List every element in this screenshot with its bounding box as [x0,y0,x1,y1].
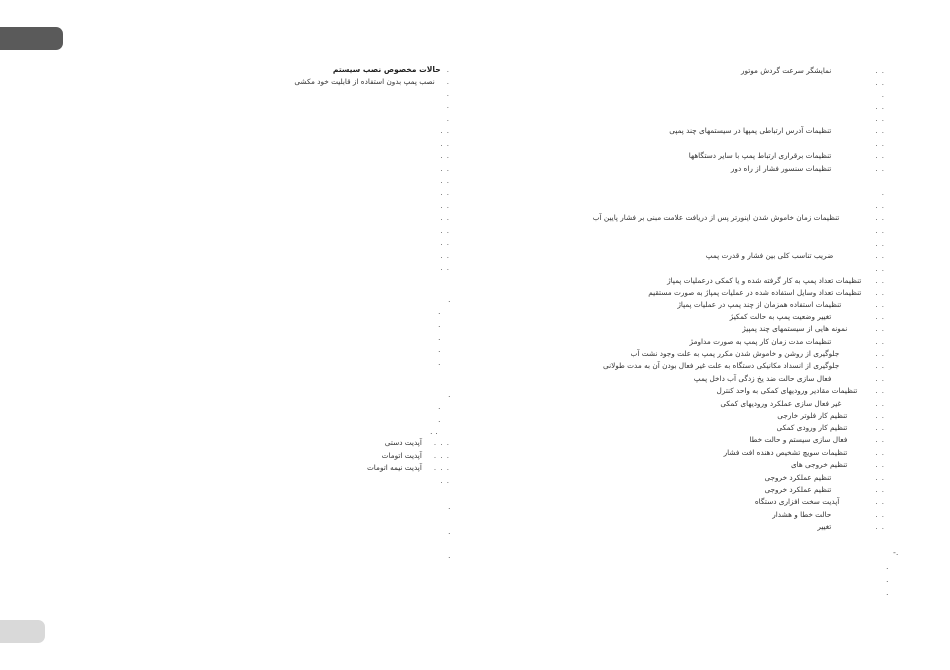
toc-right-entry[interactable] [730,312,885,322]
toc-right-entry-number: . . [875,362,885,370]
toc-left-entry-number: . . [440,152,450,160]
toc-dot: . [886,575,889,584]
toc-right-entry-title: تنظیمات تعداد وسایل استفاده شده در عملیات پمپاژ به صورت مستقیم [648,288,862,297]
toc-left-entry[interactable] [440,201,450,211]
toc-right-entry-number: . . [875,202,885,210]
toc-dot: . [438,402,441,411]
toc-right-entry[interactable] [717,386,885,396]
toc-right-entry[interactable] [764,473,885,483]
toc-right-entry[interactable] [817,522,885,532]
toc-right-entry[interactable] [593,213,885,223]
toc-left-entry-title: آپدیت نیمه اتومات [366,463,422,472]
toc-dot: . [448,502,451,511]
toc-right-entry[interactable] [689,151,885,161]
toc-left-entry[interactable] [294,77,450,87]
toc-right-entry-title: تنظیمات سنسور فشار از راه دور [730,164,832,173]
toc-right-entry-number: . . [875,474,885,482]
toc-right-entry[interactable] [720,399,885,409]
toc-left-entry-number: . . [440,127,450,135]
toc-right-entry[interactable] [777,423,885,433]
toc-right-entry-number: . . [875,277,885,285]
toc-right-entry-number: . . [875,523,885,531]
toc-right-entry-number: . . [875,498,885,506]
toc-right-entry[interactable] [741,66,885,76]
toc-left-entry[interactable] [367,463,450,473]
toc-right-entry-number: . . [875,115,885,123]
toc-left-entry[interactable] [440,164,450,174]
toc-dot: . [438,358,441,367]
toc-right-entry[interactable] [690,337,885,347]
toc-right-entry[interactable] [677,300,885,310]
toc-dot: . [438,415,441,424]
toc-left-entry-number: . [446,90,450,98]
toc-right-entry[interactable] [875,114,885,124]
toc-left-entry-title: آپدیت دستی [384,438,422,447]
toc-right-entry[interactable] [882,188,885,198]
toc-dot: . [448,390,451,399]
toc-left-entry-number: . [446,115,450,123]
toc-right-entry-title: تنظیمات برقراری ارتباط پمپ با سایر دستگاهها [688,151,832,160]
toc-left-entry-number: . . [440,214,450,222]
toc-right-entry-number: . . [875,412,885,420]
toc-left-entry[interactable] [440,176,450,186]
toc-left-entry[interactable] [440,263,450,273]
toc-right-entry-number: . . [875,240,885,248]
toc-right-entry-number: . . [875,165,885,173]
toc-right-entry-title: فعال سازی سیستم و حالت خطا [749,435,848,444]
toc-left-entry[interactable] [447,89,450,99]
toc-right-entry-number: . . [875,152,885,160]
toc-right-entry-title: تنظیمات آدرس ارتباطی پمپها در سیستمهای چند پمپی [669,126,832,135]
toc-left-entry[interactable] [440,476,450,486]
toc-right-entry-title: غیر فعال سازی عملکرد ورودیهای کمکی [720,399,842,408]
toc-dot: . [886,562,889,571]
toc-dot: . [448,295,451,304]
toc-right-entry[interactable] [755,497,885,507]
toc-right-entry-title: تغییر [817,522,832,531]
toc-right-entry-number: . . [875,140,885,148]
toc-left-entry-number: . [446,66,450,74]
toc-right-entry[interactable] [742,324,885,334]
toc-left-entry-number: . . . [433,452,450,460]
toc-right-entry-title: تنظیم خروجی های [790,460,848,469]
toc-right-entry-number: . [881,189,885,197]
toc-right-entry-number: . . [875,387,885,395]
toc-right-entry[interactable] [764,485,885,495]
toc-right-entry-number: . . [875,486,885,494]
toc-right-entry-number: . . [875,350,885,358]
toc-left-entry-number: . . . [433,439,450,447]
toc-left-entry-number: . . [440,227,450,235]
toc-right-entry-number: . . [875,289,885,297]
toc-left-entry[interactable] [440,251,450,261]
toc-right-entry-title: نمونه هایی از سیستمهای چند پمپیژ [742,324,848,333]
toc-dot: . [438,345,441,354]
toc-right-entry-number: . . [875,214,885,222]
toc-left-entry-number: . . [440,477,450,485]
toc-left-entry-number: . . [440,177,450,185]
toc-dot: . . [430,427,438,436]
toc-left-entry[interactable] [440,238,450,248]
toc-right-entry-title: تنظیمات سویچ تشخیص دهنده افت فشار [723,448,848,457]
toc-right-entry-title: جلوگیری از انسداد مکانیکی دستگاه به علت غیر فعال بودن آن به مدت طولانی [603,361,840,370]
toc-right-entry-number: . . [875,424,885,432]
toc-right-entry-number: . . [875,511,885,519]
toc-right-entry-title: تنظیمات تعداد پمپ به کار گرفته شده و یا کمکی درعملیات پمپاژ [667,276,862,285]
toc-right-entry[interactable] [882,90,885,100]
toc-dot: . [448,551,451,560]
toc-left-entry-number: . [446,78,450,86]
toc-left-entry[interactable] [440,226,450,236]
toc-right-entry-number: . . [875,325,885,333]
toc-right-entry[interactable] [875,201,885,211]
toc-left-entry-number: . . [440,140,450,148]
toc-right-entry[interactable] [669,126,885,136]
toc-left-entry-title: نصب پمپ بدون استفاده از قابلیت خود مکشی [294,77,435,86]
toc-right-entry-title: آپدیت سخت افزاری دستگاه [754,497,840,506]
top-page-tab [0,27,63,50]
toc-right-entry[interactable] [777,411,885,421]
toc-right-entry-number: . . [875,252,885,260]
toc-left-entry[interactable] [447,114,450,124]
toc-right-entry[interactable] [631,349,885,359]
toc-left-entry[interactable] [385,438,450,448]
toc-left-entry-number: . [446,102,450,110]
toc-right-entry-title: تنظیمات زمان خاموش شدن اینورتر پس از دریافت علامت مبنی بر فشار پایین آب [592,213,840,222]
toc-right-entry[interactable] [791,460,885,470]
toc-right-entry[interactable] [772,510,885,520]
toc-right-entry-number: . . [875,301,885,309]
toc-right-entry[interactable] [875,78,885,88]
toc-left-entry-number: . . [440,239,450,247]
toc-left-entry[interactable] [440,151,450,161]
toc-right-entry-title: تنظیم کار فلوتر خارجی [777,411,848,420]
toc-left-entry[interactable] [447,101,450,111]
toc-dot: . [886,588,889,597]
toc-right-entry[interactable] [875,226,885,236]
toc-left-entry-number: . . [440,165,450,173]
toc-right-entry-title: تنظیم کار ورودی کمکی [776,423,848,432]
toc-dot: . [438,307,441,316]
toc-left-entry[interactable] [333,65,450,75]
toc-right-entry-number: . . [875,400,885,408]
toc-left-entry-number: . . [440,264,450,272]
toc-right-entry-title: جلوگیری از روشن و خاموش شدن مکرر پمپ به علت وجود نشت آب [630,349,840,358]
toc-right-entry-title: نمایشگر سرعت گردش موتور [740,66,832,75]
toc-right-entry[interactable] [731,164,885,174]
toc-right-entry-number: . . [875,227,885,235]
toc-left-entry[interactable] [382,451,450,461]
toc-right-entry[interactable] [749,435,885,445]
toc-right-entry[interactable] [875,239,885,249]
toc-right-entry-title: حالت خطا و هشدار [772,510,832,519]
toc-right-entry-number: . . [875,67,885,75]
toc-right-entry-title: تنظیم عملکرد خروجی [764,473,832,482]
toc-right-entry-title: تنظیمات مدت زمان کار پمپ به صورت مداومژ [689,337,832,346]
toc-right-entry-number: . . [875,313,885,321]
toc-left-entry-number: . . [440,202,450,210]
toc-right-entry[interactable] [603,361,885,371]
toc-left-entry-number: . . [440,189,450,197]
toc-right-entry-title: تنظیمات مقادیر ورودیهای کمکی به واحد کنترل [716,386,858,395]
toc-right-entry-title: تغییر وضعیت پمپ به حالت کمکیژ [729,312,832,321]
toc-dot: . [438,333,441,342]
toc-right-entry-number: . . [875,461,885,469]
toc-right-entry[interactable] [667,276,885,286]
toc-right-entry[interactable] [875,139,885,149]
toc-left-entry[interactable] [440,213,450,223]
toc-right-entry-number: . . [875,436,885,444]
toc-right-entry[interactable] [694,374,885,384]
toc-right-entry-number: . . [875,127,885,135]
toc-left-entry-title: حالات مخصوص نصب سیستم [332,65,441,74]
toc-right-entry-number: . . [875,103,885,111]
toc-right-entry[interactable] [706,251,885,261]
toc-dot: . [448,527,451,536]
toc-left-entry[interactable] [440,139,450,149]
bottom-page-tab [0,620,45,643]
toc-right-entry-title: تنظیمات استفاده همزمان از چند پمپ در عملیات پمپاژ [677,300,842,309]
toc-left-entry-number: . . [440,252,450,260]
toc-right-entry[interactable] [724,448,885,458]
toc-right-entry[interactable] [648,288,885,298]
toc-right-entry-number: . . [875,449,885,457]
toc-right-entry-number: . . [875,375,885,383]
toc-right-entry-number: . . [875,79,885,87]
toc-left-entry-title: آپدیت اتومات [381,451,422,460]
toc-left-entry-number: . . . [433,464,450,472]
toc-left-entry[interactable] [440,126,450,136]
toc-dot: -. [893,548,899,557]
toc-dot: . [438,320,441,329]
toc-right-entry[interactable] [875,264,885,274]
toc-right-entry-title: ضریب تناسب کلی بین فشار و قدرت پمپ [705,251,834,260]
toc-right-entry-number: . . [875,338,885,346]
toc-right-entry[interactable] [875,102,885,112]
toc-right-entry-number: . [881,91,885,99]
toc-right-entry-title: فعال سازی حالت ضد یخ زدگی آب داخل پمپ [693,374,832,383]
toc-left-entry[interactable] [440,188,450,198]
toc-right-entry-number: . . [875,265,885,273]
toc-right-entry-title: تنظیم عملکرد خروجی [764,485,832,494]
